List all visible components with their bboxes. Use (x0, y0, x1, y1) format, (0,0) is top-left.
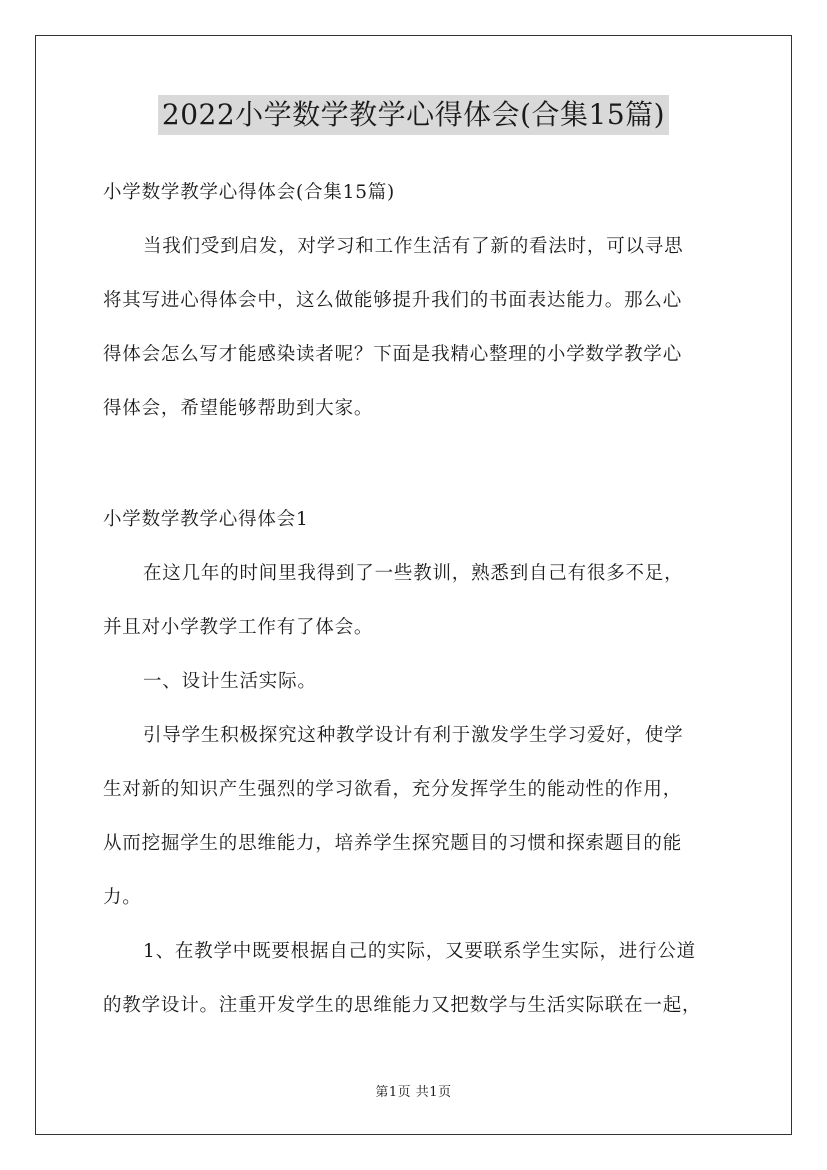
section-paragraph-line: 1、在教学中既要根据自己的实际，又要联系学生实际，进行公道 (143, 941, 696, 962)
document-title: 2022小学数学教学心得体会(合集15篇) (158, 95, 669, 135)
intro-line-4: 得体会，希望能够帮助到大家。 (103, 398, 374, 419)
section-paragraph-line: 从而挖掘学生的思维能力，培养学生探究题目的习惯和探索题目的能 (103, 833, 683, 854)
section-heading: 小学数学教学心得体会1 (103, 509, 309, 530)
intro-line-1: 当我们受到启发，对学习和工作生活有了新的看法时，可以寻思 (143, 236, 684, 257)
section-paragraph-line: 生对新的知识产生强烈的学习欲看，充分发挥学生的能动性的作用， (103, 779, 683, 800)
section-paragraph-line: 并且对小学教学工作有了体会。 (103, 617, 374, 638)
intro-line-2: 将其写进心得体会中，这么做能够提升我们的书面表达能力。那么心 (103, 290, 683, 311)
section-list-item: 一、设计生活实际。 (143, 671, 317, 692)
section-paragraph-line: 的教学设计。注重开发学生的思维能力又把数学与生活实际联在一起， (103, 995, 702, 1016)
section-paragraph-line: 引导学生积极探究这种教学设计有利于激发学生学习爱好，使学 (143, 725, 684, 746)
intro-line-3: 得体会怎么写才能感染读者呢？下面是我精心整理的小学数学教学心 (103, 344, 683, 365)
section-paragraph-line: 在这几年的时间里我得到了一些教训，熟悉到自己有很多不足， (143, 563, 684, 584)
document-subtitle: 小学数学教学心得体会(合集15篇) (103, 182, 396, 203)
title-container (0, 95, 827, 135)
page-footer: 第1页 共1页 (375, 1085, 452, 1100)
section-paragraph-line: 力。 (103, 887, 142, 908)
